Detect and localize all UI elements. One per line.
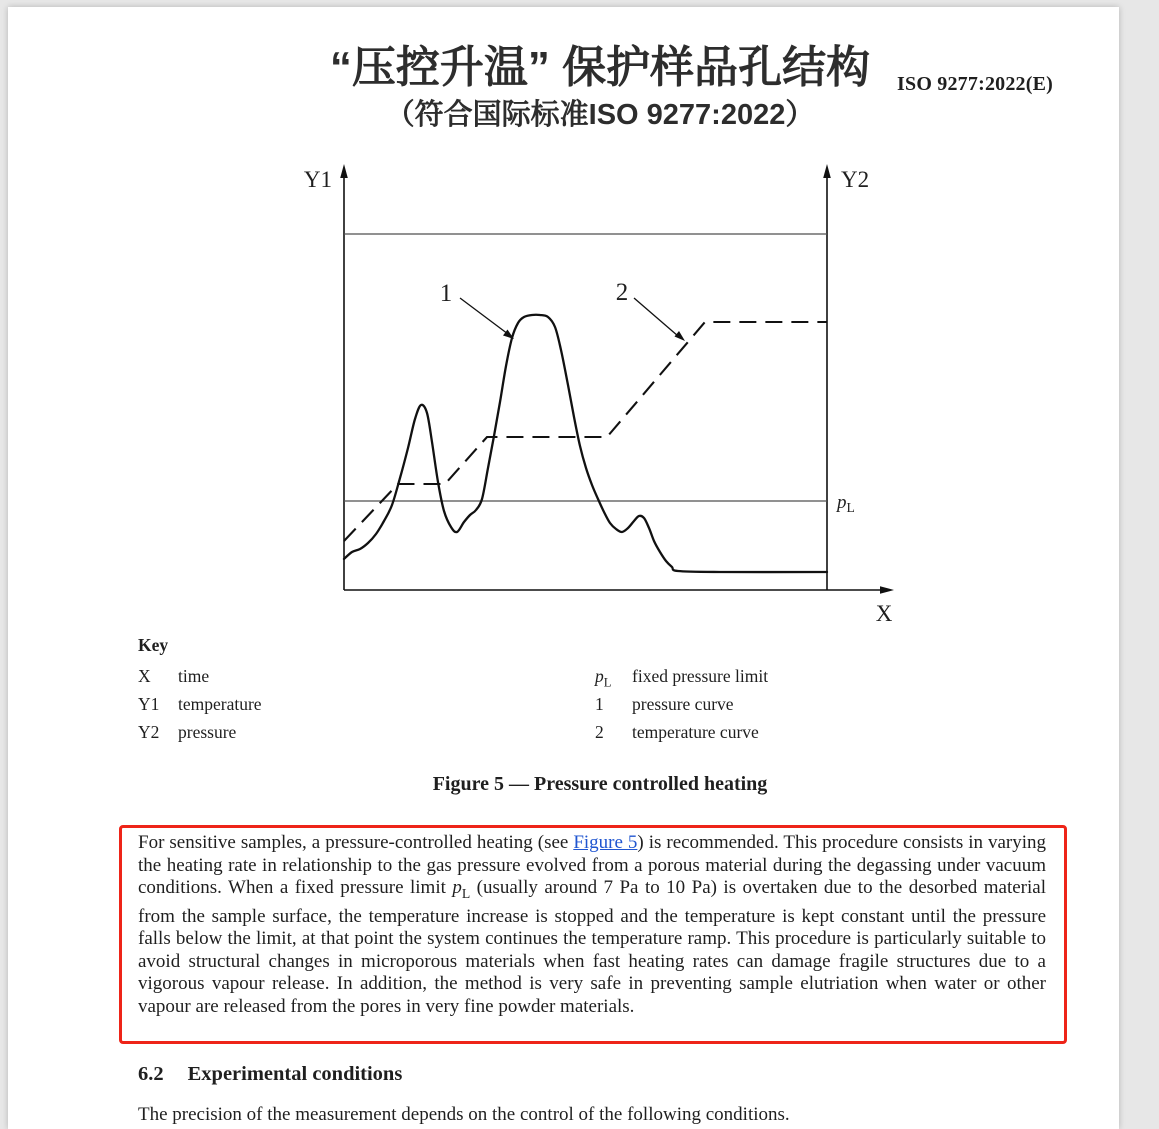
red-highlight-box: [119, 825, 1067, 1044]
pl-subscript: L: [461, 885, 471, 901]
pl-symbol: p: [452, 877, 462, 899]
x-axis-arrowhead: [880, 586, 894, 594]
key-row-y2: [138, 718, 262, 746]
key-symbol: $p_L$: [595, 666, 612, 690]
key-desc: fixed pressure limit: [632, 666, 769, 686]
document-page: [8, 7, 1119, 1129]
figure-caption: Figure 5 — Pressure controlled heating: [432, 773, 768, 795]
curve2-annotation-arrowhead: [675, 331, 686, 341]
document-title-line2: （符合国际标准ISO 9277:2022）: [385, 99, 815, 131]
pressure-limit-label: $p_L$: [837, 492, 855, 515]
figure-5-link[interactable]: Figure 5: [573, 832, 638, 853]
key-symbol: 1: [595, 694, 604, 714]
curve1-annotation-arrow: [460, 298, 508, 334]
key-symbol: 2: [595, 722, 604, 742]
section-title: Experimental conditions: [187, 1063, 403, 1085]
key-desc: time: [178, 666, 210, 686]
paragraph-text: (usually around 7 Pa to 10 Pa) is overtaken due to the desorbed material from the sample surface, the temperature increase is stopped and the temperature is kept constant until the pressure falls below the limit, at that point the system continues the temperature ramp. This procedure is particularly suitable to avoid structural changes in microporous materials when fast heating rates can damage fragile structures due to a vigorous vapour release. In addition, the method is very safe in preventing sample elutriation when water or other vapour are released from the pores in very fine powder materials.: [138, 877, 1046, 1017]
temperature-curve: [344, 322, 827, 541]
y1-axis-label: Y1: [303, 167, 332, 192]
y2-axis-arrowhead: [823, 164, 831, 178]
y2-axis-label: Y2: [841, 167, 870, 192]
iso-reference: ISO 9277:2022(E): [897, 73, 1053, 95]
key-heading: Key: [138, 635, 169, 655]
pressure-curve: [344, 315, 827, 572]
key-symbol: Y1: [138, 694, 160, 714]
y1-axis-arrowhead: [340, 164, 348, 178]
section-body-text: The precision of the measurement depends on the control of the following conditions.: [138, 1104, 790, 1125]
document-title: [128, 40, 1072, 134]
paragraph-text: For sensitive samples, a pressure-controlled heating (see: [138, 832, 574, 853]
section-heading: [138, 1063, 402, 1086]
key-row-x: [138, 662, 262, 690]
key-column-left: [138, 662, 262, 746]
paragraph-text: ) is recommended. This procedure consists in varying the heating rate in relationship to the gas pressure evolved from a porous material during the degassing under vacuum conditions. When a fixed pressure limit: [138, 832, 1047, 899]
key-desc: temperature curve: [632, 722, 759, 742]
figure-5-chart: [280, 150, 910, 644]
figure-key: [138, 635, 1062, 742]
key-column-right: [595, 662, 768, 746]
key-symbol: Y2: [138, 722, 160, 742]
highlighted-paragraph: [138, 832, 1046, 1019]
x-axis-label: X: [875, 601, 893, 626]
key-row-y1: [138, 690, 262, 718]
key-row-pl: [595, 662, 768, 690]
key-row-1: [595, 690, 768, 718]
section-number: 6.2: [138, 1063, 164, 1085]
key-desc: pressure: [178, 722, 237, 742]
key-desc: temperature: [178, 694, 262, 714]
key-desc: pressure curve: [632, 694, 734, 714]
key-row-2: [595, 718, 768, 746]
curve2-annotation-arrow: [634, 298, 678, 336]
curve1-label: 1: [439, 280, 453, 307]
curve2-label: 2: [615, 279, 629, 306]
key-symbol: X: [138, 666, 151, 686]
document-title-line1: “压控升温” 保护样品孔结构: [329, 43, 871, 92]
